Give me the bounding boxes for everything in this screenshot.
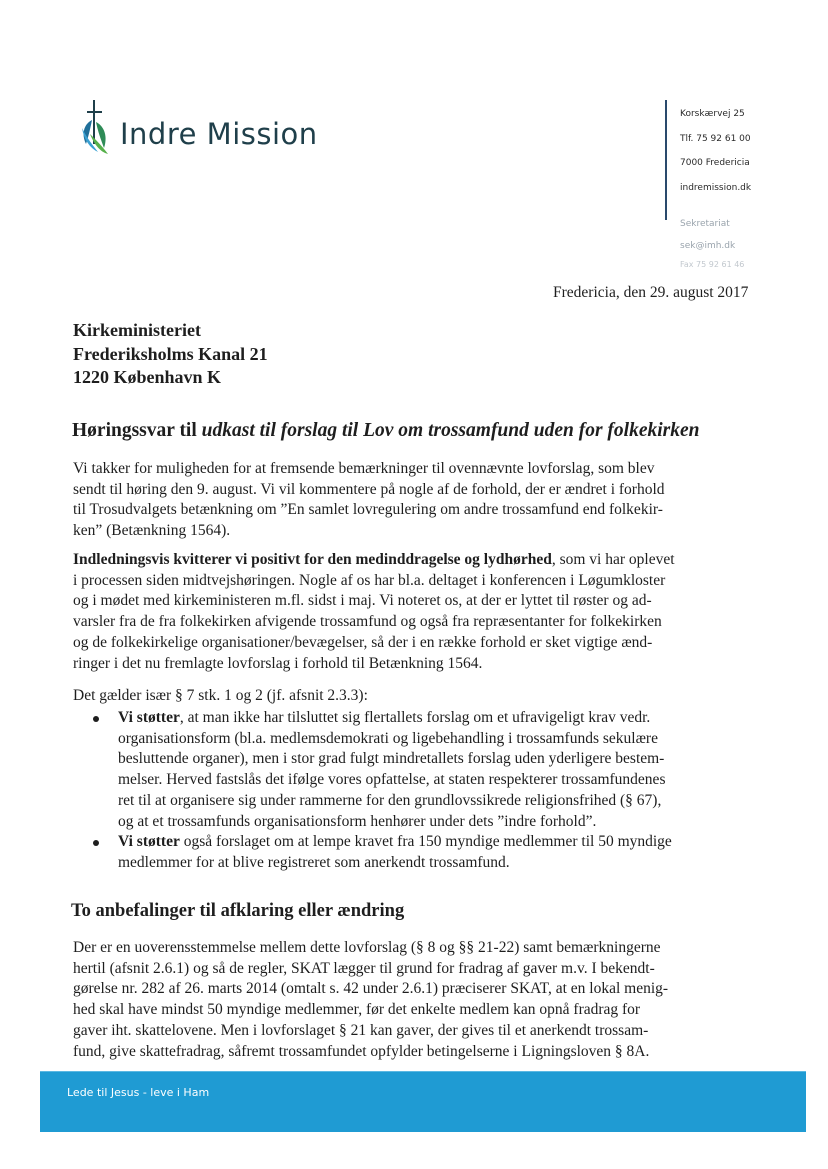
- fax: Fax 75 92 61 46: [680, 260, 745, 269]
- text-fragment: også forslaget om at lempe kravet fra 150 myndige medlemmer til 50 myndige: [179, 833, 672, 851]
- paragraph-sections: [73, 686, 763, 707]
- text-line: sendt til høring den 9. august. Vi vil kommentere på nogle af de forhold, der er ændret i forhold: [73, 480, 665, 498]
- bullet-icon: [93, 840, 99, 846]
- paragraph-tax-deduction: [73, 938, 763, 1062]
- text-line: og de folkekirkelige organisationer/bevægelser, så der i en række forhold er sket vigtige ænd-: [73, 633, 653, 651]
- website: indremission.dk: [680, 182, 752, 193]
- text-line: hertil (afsnit 2.6.1) og så de regler, SKAT lægger til grund for fradrag af gaver m.v. I bekendt-: [73, 959, 655, 977]
- recipient-line: Frederiksholms Kanal 21: [73, 343, 268, 364]
- section-heading: To anbefalinger til afklaring eller ændring: [71, 901, 405, 921]
- contact-block: [680, 102, 751, 278]
- emphasis-text: Vi støtter: [118, 709, 180, 726]
- text-line: fund, give skattefradrag, såfremt trossamfundet opfylder betingelserne i Ligningsloven § 8A.: [73, 1042, 650, 1060]
- text-fragment: , som vi har oplevet: [551, 551, 675, 568]
- text-line: Vi takker for muligheden for at fremsende bemærkninger til ovennævnte lovforslag, som blev: [73, 460, 655, 477]
- recipient-address: [73, 319, 268, 390]
- text-line: og i mødet med kirkeministeren m.fl. sidst i maj. Vi noteret os, at der er lyttet til røster og ad-: [73, 592, 652, 610]
- text-line: medlemmer for at blive registreret som anerkendt trossamfund.: [118, 853, 510, 871]
- phone: Tlf. 75 92 61 00: [680, 133, 751, 144]
- text-line: Det gælder især § 7 stk. 1 og 2 (jf. afsnit 2.3.3):: [73, 687, 368, 704]
- bullet-icon: [93, 716, 99, 722]
- text-line: i processen siden midtvejshøringen. Nogle af os har bl.a. deltaget i konferencen i Løgumkloster: [73, 571, 666, 589]
- text-line: melser. Herved fastslås det ifølge vores opfattelse, at staten respekterer trossamfundenes: [118, 771, 666, 789]
- document-title: [72, 420, 700, 442]
- text-line: besluttende organer), men i stor grad fulgt mindretallets forslag uden yderligere bestem-: [118, 750, 665, 768]
- address: Korskærvej 25: [680, 109, 745, 119]
- secretariat-email: sek@imh.dk: [680, 240, 736, 251]
- footer-band: [40, 1071, 806, 1132]
- text-line: varsler fra de fra folkekirken afvigende trossamfund og også fra repræsentanter for folkekirken: [73, 613, 662, 631]
- emphasis-text: Vi støtter: [118, 833, 180, 851]
- recipient-line: 1220 København K: [73, 367, 222, 387]
- emphasis-text: Indledningsvis kvitterer vi positivt for den medinddragelse og lydhørhed: [73, 551, 552, 568]
- support-list: [73, 708, 793, 874]
- org-name: Indre Mission: [120, 117, 318, 151]
- date-line: Fredericia, den 29. august 2017: [553, 284, 749, 301]
- org-logo: [78, 98, 328, 162]
- text-line: organisationsform (bl.a. medlemsdemokrati og ligebehandling i trossamfunds sekulære: [118, 729, 658, 747]
- secretariat-label: Sekretariat: [680, 219, 730, 229]
- cross-plant-logo-icon: [78, 98, 114, 158]
- text-line: ringer i det nu fremlagte lovforslag i forhold til Betænkning 1564.: [73, 654, 483, 672]
- text-line: Der er en uoverensstemmelse mellem dette lovforslag (§ 8 og §§ 21-22) samt bemærkningerne: [73, 939, 661, 956]
- list-item: [73, 832, 793, 873]
- text-line: [118, 832, 793, 853]
- text-line: til Trosudvalgets betænkning om ”En samlet lovregulering om andre trossamfund end folkekir-: [73, 501, 663, 519]
- title-prefix: Høringssvar til: [72, 420, 202, 441]
- title-subject: udkast til forslag til Lov om trossamfund uden for folkekirken: [201, 420, 700, 441]
- contact-divider: [665, 100, 667, 220]
- text-line: ken” (Betænkning 1564).: [73, 522, 231, 540]
- text-line: gaver iht. skattelovene. Men i lovforslaget § 21 kan gaver, der gives til et anerkendt trossam-: [73, 1021, 649, 1039]
- text-line: gørelse nr. 282 af 26. marts 2014 (omtalt s. 42 under 2.6.1) præciserer SKAT, at en lokal menig-: [73, 980, 669, 998]
- text-fragment: , at man ikke har tilsluttet sig flertallets forslag om et ufravigeligt krav vedr.: [179, 709, 651, 726]
- text-line: [73, 550, 763, 571]
- footer-slogan: Lede til Jesus - leve i Ham: [67, 1086, 210, 1099]
- text-line: og at et trossamfunds organisationsform henhører under dets ”indre forhold”.: [118, 812, 597, 830]
- recipient-line: Kirkeministeriet: [73, 320, 201, 340]
- paragraph-acknowledgement: [73, 550, 763, 674]
- list-item: [73, 708, 793, 832]
- text-line: hed skal have mindst 50 myndige medlemmer, før det enkelte medlem kan opnå fradrag for: [73, 1001, 641, 1019]
- city: 7000 Fredericia: [680, 158, 750, 168]
- text-line: [118, 708, 793, 729]
- text-line: ret til at organisere sig under rammerne for den grundlovssikrede religionsfrihed (§ 67),: [118, 791, 662, 809]
- paragraph-intro: [73, 459, 763, 542]
